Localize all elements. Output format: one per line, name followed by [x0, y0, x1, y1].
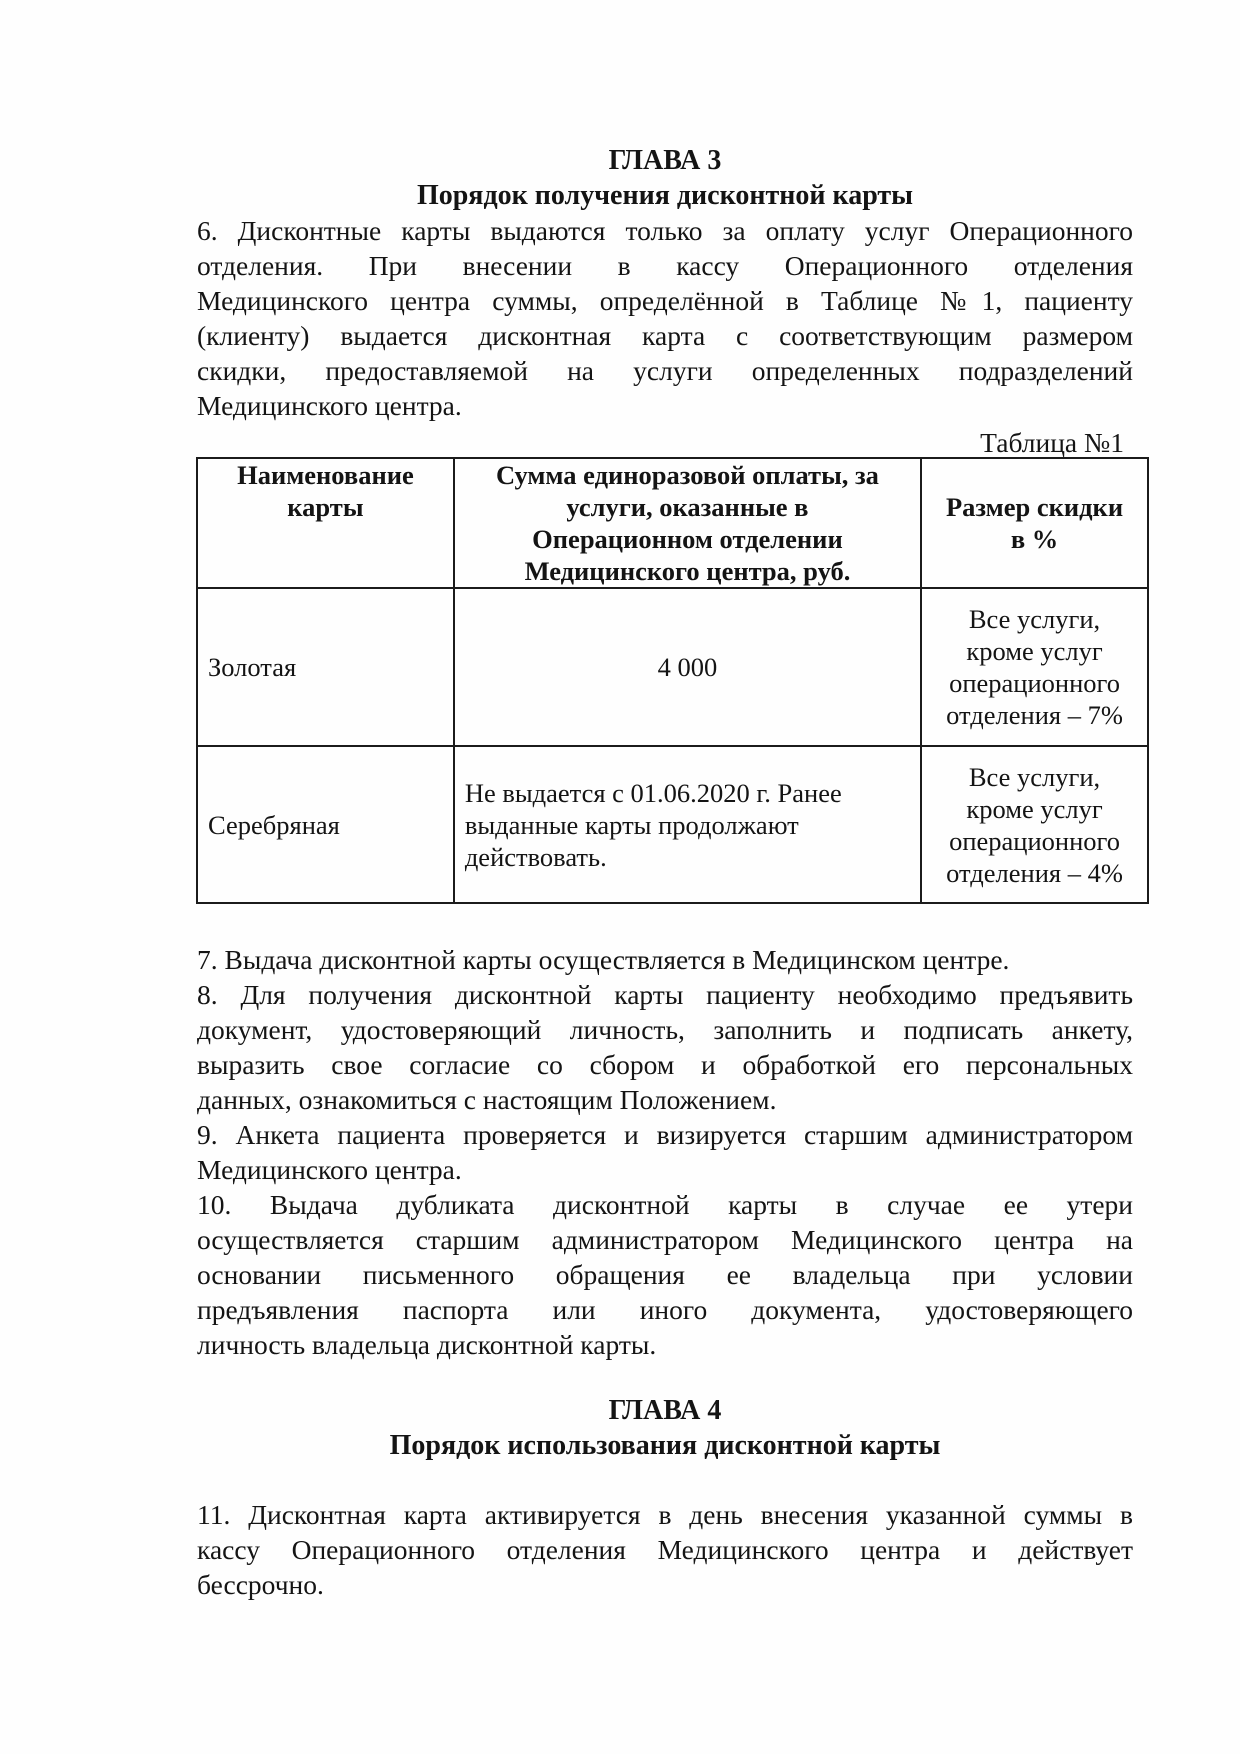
paragraph-9-line: Медицинского центра. — [197, 1154, 462, 1185]
table-header-row — [197, 458, 1148, 588]
amount-line: Не выдается с 01.06.2020 г. Ранее — [464, 777, 842, 808]
chapter-4-subtitle: Порядок использования дисконтной карты — [389, 1430, 941, 1461]
paragraph-10-line: личность владельца дисконтной карты. — [197, 1329, 657, 1360]
discount-line: кроме услуг — [966, 636, 1103, 666]
discount-line: отделения – 4% — [946, 857, 1123, 888]
discount-cell — [921, 588, 1148, 746]
header-card-name — [197, 458, 454, 588]
text-line: Медицинского центра. — [197, 390, 462, 421]
text-line: 6. Дисконтные карты выдаются только за оплату услуг Операционного — [197, 215, 1133, 246]
header-line: Сумма единоразовой оплаты, за — [495, 460, 879, 490]
chapter-3-subtitle: Порядок получения дисконтной карты — [416, 180, 914, 211]
header-line: Наименование — [237, 460, 414, 490]
discount-line: операционного — [949, 825, 1120, 856]
discount-cell — [921, 746, 1148, 903]
paragraph-11 — [197, 1497, 1133, 1602]
amount-cell: 4 000 — [454, 588, 921, 746]
discount-line: кроме услуг — [966, 793, 1103, 824]
header-line: услуги, оказанные в — [566, 492, 809, 522]
table-row — [197, 746, 1148, 903]
discount-line: операционного — [949, 668, 1120, 698]
chapter-4-title: ГЛАВА 4 — [608, 1395, 722, 1426]
text-line: Медицинского центра суммы, определённой в Таблице №1, пациенту — [197, 285, 1133, 316]
header-payment-amount — [454, 458, 921, 588]
paragraph-6 — [197, 213, 1133, 423]
paragraph-10-line: основании письменного обращения ее владельца при условии — [197, 1259, 1133, 1290]
header-line: карты — [287, 492, 364, 522]
amount-cell — [454, 746, 921, 903]
paragraph-7: 7. Выдача дисконтной карты осуществляется в Медицинском центре. — [197, 944, 1010, 975]
header-discount-size — [921, 458, 1148, 588]
paragraph-8-line: выразить свое согласие со сбором и обработкой его персональных — [197, 1049, 1133, 1080]
paragraph-10-line: осуществляется старшим администратором Медицинского центра на — [197, 1224, 1133, 1255]
paragraphs-7-10 — [197, 942, 1133, 1362]
card-name-cell: Серебряная — [197, 746, 454, 903]
paragraph-10-line: 10. Выдача дубликата дисконтной карты в случае ее утери — [197, 1189, 1133, 1220]
text-line: скидки, предоставляемой на услуги определенных подразделений — [197, 355, 1133, 386]
table-caption: Таблица №1 — [980, 427, 1124, 458]
chapter-3-title: ГЛАВА 3 — [608, 145, 722, 176]
table-row — [197, 588, 1148, 746]
discount-card-table — [196, 457, 1149, 904]
card-name-cell: Золотая — [197, 588, 454, 746]
header-line: Медицинского центра, руб. — [524, 556, 851, 586]
discount-line: Все услуги, — [968, 604, 1101, 634]
text-line: (клиенту) выдается дисконтная карта с соответствующим размером — [197, 320, 1133, 351]
text-line: 11. Дисконтная карта активируется в день внесения указанной суммы в — [197, 1499, 1133, 1530]
paragraph-9-line: 9. Анкета пациента проверяется и визируется старшим администратором — [197, 1119, 1133, 1150]
amount-line: выданные карты продолжают — [464, 809, 799, 840]
paragraph-8-line: 8. Для получения дисконтной карты пациенту необходимо предъявить — [197, 979, 1133, 1010]
paragraph-8-line: данных, ознакомиться с настоящим Положением. — [197, 1084, 777, 1115]
paragraph-10-line: предъявления паспорта или иного документа, удостоверяющего — [197, 1294, 1133, 1325]
discount-line: отделения – 7% — [946, 700, 1123, 730]
amount-line: действовать. — [464, 841, 607, 872]
text-line: бессрочно. — [197, 1569, 324, 1600]
text-line: кассу Операционного отделения Медицинского центра и действует — [197, 1534, 1133, 1565]
discount-line: Все услуги, — [968, 761, 1101, 792]
header-line: Размер скидки — [945, 492, 1124, 522]
header-line: Операционном отделении — [532, 524, 843, 554]
header-line: в % — [1010, 524, 1059, 554]
text-line: отделения. При внесении в кассу Операционного отделения — [197, 250, 1133, 281]
paragraph-8-line: документ, удостоверяющий личность, заполнить и подписать анкету, — [197, 1014, 1133, 1045]
